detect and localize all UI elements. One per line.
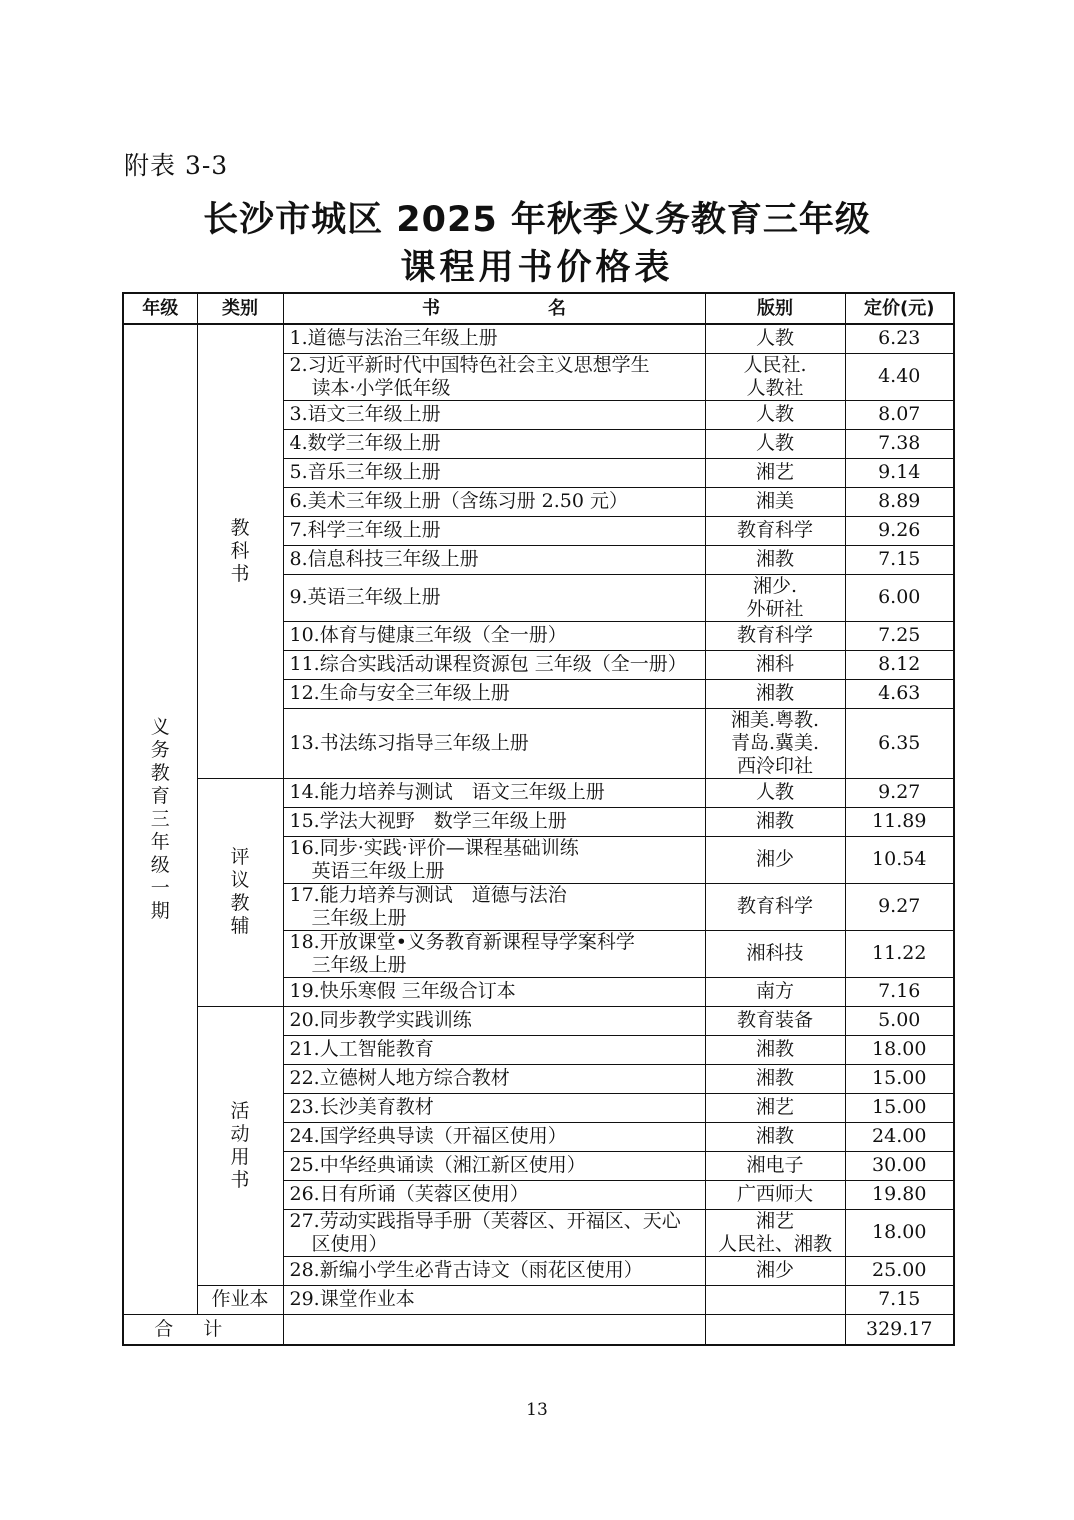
edition-text: 教育科学: [736, 519, 813, 541]
price-cell: 25.00: [845, 1256, 954, 1285]
edition-text: 人教: [755, 781, 794, 803]
edition-cell: [705, 324, 845, 353]
table-row: [123, 324, 954, 353]
edition-cell: [705, 545, 845, 574]
edition-cell: [705, 883, 845, 930]
edition-text: 湘教: [755, 682, 794, 704]
book-name: 20.同步教学实践训练: [289, 1009, 472, 1031]
category-text: 活动用书: [230, 1099, 250, 1191]
book-name-cell: [283, 1093, 705, 1122]
edition-text: 湘科: [755, 653, 794, 675]
total-edition-empty: [705, 1314, 845, 1345]
grade-text: 义务教育三年级一期: [150, 715, 170, 922]
edition-cell: [705, 353, 845, 400]
category-text: 评议教辅: [230, 846, 250, 937]
price-cell: 6.35: [845, 708, 954, 778]
edition-text: 人教社: [746, 376, 804, 399]
book-name: 14.能力培养与测试 语文三年级上册: [289, 781, 605, 803]
edition-cell: [705, 400, 845, 429]
edition-text: 湘少: [755, 848, 794, 870]
book-name: 4.数学三年级上册: [289, 432, 441, 454]
edition-cell: [705, 708, 845, 778]
edition-text: 湘少.: [752, 574, 798, 597]
edition-cell: [705, 650, 845, 679]
book-name: 18.开放课堂•义务教育新课程导学案科学: [289, 930, 635, 953]
price-cell: 11.22: [845, 930, 954, 977]
book-name-cell: [283, 487, 705, 516]
edition-text: 教育科学: [736, 895, 813, 917]
book-name: 23.长沙美育教材: [289, 1096, 434, 1118]
edition-text: 教育科学: [736, 624, 813, 646]
table-row: [123, 778, 954, 807]
table-body: [123, 324, 954, 1345]
edition-cell: [705, 977, 845, 1006]
edition-text: 湘美.粤教.: [730, 708, 820, 731]
book-name: 15.学法大视野 数学三年级上册: [289, 810, 567, 832]
price-cell: 6.23: [845, 324, 954, 353]
price-cell: 18.00: [845, 1035, 954, 1064]
price-cell: 24.00: [845, 1122, 954, 1151]
edition-text: 广西师大: [736, 1183, 813, 1205]
edition-cell: [705, 807, 845, 836]
book-name-cell: [283, 1180, 705, 1209]
book-name: 17.能力培养与测试 道德与法治: [289, 883, 567, 906]
price-cell: 6.00: [845, 574, 954, 621]
book-name-cell: [283, 1285, 705, 1314]
edition-text: 人教: [755, 327, 794, 350]
book-name: 6.美术三年级上册（含练习册 2.50 元）: [289, 490, 629, 512]
edition-text: 湘少: [755, 1259, 794, 1281]
edition-text: 湘艺: [755, 461, 794, 483]
book-name: 9.英语三年级上册: [289, 586, 441, 608]
edition-text: 湘艺: [755, 1096, 794, 1118]
book-name: 7.科学三年级上册: [289, 519, 441, 541]
edition-text: 人教: [755, 432, 794, 454]
total-row: [123, 1314, 954, 1345]
category-cell: [197, 1285, 283, 1314]
book-name-cont: 三年级上册: [311, 906, 407, 929]
price-cell: 7.38: [845, 429, 954, 458]
price-cell: 8.12: [845, 650, 954, 679]
book-name-cell: [283, 650, 705, 679]
book-name-cell: [283, 883, 705, 930]
edition-cell: [705, 458, 845, 487]
category-cell: [197, 1006, 283, 1285]
category-text: 作业本: [211, 1288, 269, 1310]
book-name: 11.综合实践活动课程资源包 三年级（全一册）: [289, 653, 687, 675]
book-name-cell: [283, 458, 705, 487]
edition-cell: [705, 778, 845, 807]
edition-text: 湘教: [755, 1067, 794, 1089]
category-text: 教科书: [230, 516, 250, 585]
price-cell: 11.89: [845, 807, 954, 836]
book-name-cell: [283, 1064, 705, 1093]
edition-text: 湘教: [755, 1125, 794, 1147]
book-name-cell: [283, 1256, 705, 1285]
edition-cell: [705, 574, 845, 621]
price-table: [122, 292, 955, 1346]
price-cell: 9.26: [845, 516, 954, 545]
book-name: 28.新编小学生必背古诗文（雨花区使用）: [289, 1259, 643, 1281]
edition-cell: [705, 1064, 845, 1093]
edition-cell: [705, 1209, 845, 1256]
edition-text: 湘教: [755, 1038, 794, 1060]
book-name: 25.中华经典诵读（湘江新区使用）: [289, 1154, 586, 1176]
edition-text: 人民社.: [743, 353, 807, 376]
edition-cell: [705, 1035, 845, 1064]
edition-text: 湘电子: [746, 1154, 804, 1176]
appendix-label: 附表 3-3: [124, 151, 229, 180]
edition-text: 湘科技: [746, 942, 804, 964]
book-name: 5.音乐三年级上册: [289, 461, 441, 483]
table-row: [123, 1006, 954, 1035]
edition-cell: [705, 1180, 845, 1209]
price-cell: 7.15: [845, 545, 954, 574]
price-cell: 8.07: [845, 400, 954, 429]
book-name-cell: [283, 1209, 705, 1256]
book-name-cell: [283, 545, 705, 574]
edition-cell: [705, 516, 845, 545]
edition-cell: [705, 1006, 845, 1035]
total-value: 329.17: [845, 1314, 954, 1345]
book-name: 13.书法练习指导三年级上册: [289, 731, 529, 754]
price-cell: 15.00: [845, 1064, 954, 1093]
book-name: 12.生命与安全三年级上册: [289, 682, 510, 704]
price-cell: 9.14: [845, 458, 954, 487]
book-name-cell: [283, 977, 705, 1006]
book-name-cell: [283, 836, 705, 883]
header-price: 定价(元): [845, 293, 954, 324]
total-label: 合计: [123, 1314, 283, 1345]
price-cell: 9.27: [845, 883, 954, 930]
edition-cell: [705, 679, 845, 708]
book-name-cont: 区使用）: [311, 1232, 388, 1255]
book-name-cell: [283, 708, 705, 778]
header-edition: 版别: [705, 293, 845, 324]
edition-text: 湘艺: [755, 1209, 794, 1232]
edition-cell: [705, 1256, 845, 1285]
edition-text: 湘教: [755, 810, 794, 832]
edition-text: 湘教: [755, 548, 794, 570]
edition-text: 人民社、湘教: [717, 1232, 832, 1255]
category-cell: [197, 778, 283, 1006]
title-line-2: 课程用书价格表: [400, 248, 674, 288]
book-name-cell: [283, 1035, 705, 1064]
header-grade: 年级: [123, 293, 197, 324]
book-name-cell: [283, 679, 705, 708]
edition-text: 教育装备: [736, 1009, 813, 1031]
price-cell: 18.00: [845, 1209, 954, 1256]
book-name: 22.立德树人地方综合教材: [289, 1067, 510, 1089]
edition-cell: [705, 621, 845, 650]
edition-cell: [705, 930, 845, 977]
book-name: 8.信息科技三年级上册: [289, 548, 479, 570]
book-name-cell: [283, 1151, 705, 1180]
book-name-cell: [283, 353, 705, 400]
page-number: 13: [526, 1400, 548, 1420]
price-cell: 5.00: [845, 1006, 954, 1035]
book-name-cont: 读本·小学低年级: [311, 376, 451, 399]
edition-text: 南方: [755, 980, 794, 1002]
book-name: 21.人工智能教育: [289, 1038, 434, 1060]
book-name-cell: [283, 574, 705, 621]
title-line-1: 长沙市城区 2025 年秋季义务教育三年级: [203, 200, 871, 240]
price-cell: 9.27: [845, 778, 954, 807]
book-name-cell: [283, 429, 705, 458]
price-cell: 4.63: [845, 679, 954, 708]
grade-cell: [123, 324, 197, 1314]
price-cell: 8.89: [845, 487, 954, 516]
price-cell: 4.40: [845, 353, 954, 400]
book-name: 2.习近平新时代中国特色社会主义思想学生: [289, 353, 650, 376]
book-name: 16.同步·实践·评价—课程基础训练: [289, 836, 579, 859]
header-name: 书 名: [283, 293, 705, 324]
book-name: 3.语文三年级上册: [289, 403, 441, 425]
category-cell: [197, 324, 283, 778]
book-name: 19.快乐寒假 三年级合订本: [289, 980, 516, 1002]
price-cell: 10.54: [845, 836, 954, 883]
book-name: 26.日有所诵（芙蓉区使用）: [289, 1183, 529, 1205]
price-cell: 19.80: [845, 1180, 954, 1209]
book-name-cell: [283, 621, 705, 650]
edition-text: 外研社: [746, 597, 804, 620]
book-name-cont: 英语三年级上册: [311, 859, 445, 882]
price-cell: 7.25: [845, 621, 954, 650]
price-cell: 7.16: [845, 977, 954, 1006]
book-name-cell: [283, 324, 705, 353]
price-cell: 15.00: [845, 1093, 954, 1122]
book-name-cont: 三年级上册: [311, 953, 407, 976]
book-name-cell: [283, 807, 705, 836]
book-name-cell: [283, 778, 705, 807]
price-cell: 30.00: [845, 1151, 954, 1180]
edition-text: 青岛.冀美.: [730, 731, 820, 754]
book-name: 29.课堂作业本: [289, 1288, 415, 1310]
book-name: 24.国学经典导读（开福区使用）: [289, 1125, 567, 1147]
edition-text: 湘美: [755, 490, 794, 512]
edition-text: 西泠印社: [736, 754, 813, 777]
edition-cell: [705, 1151, 845, 1180]
edition-cell: [705, 487, 845, 516]
book-name-cell: [283, 516, 705, 545]
edition-cell: [705, 1285, 845, 1314]
edition-text: 人教: [755, 403, 794, 425]
header-category: 类别: [197, 293, 283, 324]
book-name-cell: [283, 1122, 705, 1151]
edition-cell: [705, 1122, 845, 1151]
book-name: 1.道德与法治三年级上册: [289, 327, 498, 350]
edition-cell: [705, 1093, 845, 1122]
edition-cell: [705, 429, 845, 458]
total-name-empty: [283, 1314, 705, 1345]
book-name-cell: [283, 1006, 705, 1035]
book-name-cell: [283, 400, 705, 429]
book-name: 10.体育与健康三年级（全一册）: [289, 624, 567, 646]
price-cell: 7.15: [845, 1285, 954, 1314]
header-row: [123, 293, 954, 324]
book-name-cell: [283, 930, 705, 977]
book-name: 27.劳动实践指导手册（芙蓉区、开福区、天心: [289, 1209, 681, 1232]
edition-cell: [705, 836, 845, 883]
table-row: [123, 1285, 954, 1314]
